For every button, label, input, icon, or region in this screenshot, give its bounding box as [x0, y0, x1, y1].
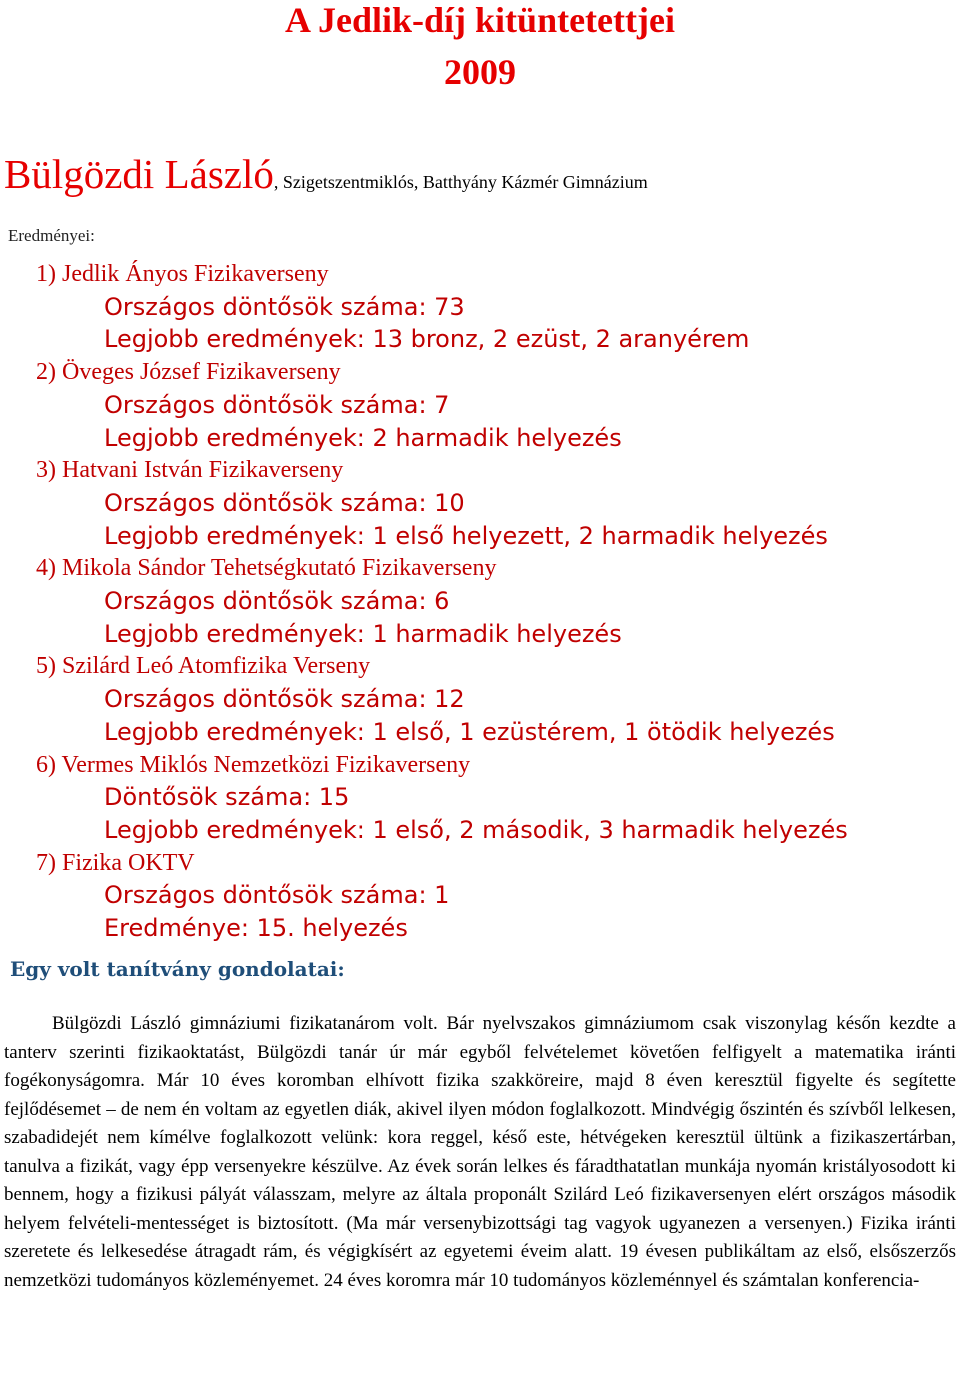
competition-detail: Legjobb eredmények: 1 első helyezett, 2 harmadik helyezés — [104, 521, 828, 550]
competition-title: 3) Hatvani István Fizikaverseny — [36, 457, 344, 484]
competition-detail: Legjobb eredmények: 13 bronz, 2 ezüst, 2 aranyérem — [104, 325, 750, 354]
laureate-name: Bülgözdi László — [4, 151, 274, 197]
page-title: A Jedlik-díj kitüntetettjei — [285, 0, 675, 40]
competition-detail: Legjobb eredmények: 1 első, 2 második, 3 harmadik helyezés — [104, 815, 848, 844]
competition-detail: Országos döntősök száma: 12 — [104, 685, 465, 714]
competition-title: 4) Mikola Sándor Tehetségkutató Fizikaverseny — [36, 555, 497, 582]
competition-detail: Legjobb eredmények: 2 harmadik helyezés — [104, 423, 622, 452]
laureate-school: , Szigetszentmiklós, Batthyány Kázmér Gimnázium — [273, 172, 648, 192]
competition-detail: Országos döntősök száma: 10 — [104, 488, 465, 517]
laureate-line — [4, 150, 648, 208]
competition-detail: Eredménye: 15. helyezés — [104, 914, 408, 943]
results-list — [36, 258, 848, 945]
competition-detail: Döntősök száma: 15 — [104, 783, 350, 812]
competition-detail: Országos döntősök száma: 73 — [104, 292, 465, 321]
competition-detail: Országos döntősök száma: 1 — [104, 881, 450, 910]
testimony-paragraph: Bülgözdi László gimnáziumi fizikatanárom volt. Bár nyelvszakos gimnáziumom csak viszonylag későn kezdte a tanterv szerinti fizikaoktatást, Bülgözdi tanár úr már egyből felvételemet követően felfigyelt a matematika iránti fogékonyságomra. Már 10 éves koromban elhívott fizika szakköreire, majd 8 éven keresztül figyelte és segítette fejlődésemet – de nem én voltam az egyetlen diák, akivel ilyen módon foglalkozott. Mindvégig őszintén és szívből lelkesen, szabadidejét nem kímélve foglalkozott velünk: kora reggel, késő este, hétvégeken keresztül ültünk a fizikaszertárban, tanulva a fizikát, vagy épp versenyekre készülve. Az évek során lelkes és fáradthatatlan munkája nyomán kristályosodott ki bennem, hogy a fizikusi pályát válasszam, melyre az általa proponált Szilárd Leó fizikaversenyen elért országos második helyem felvételi-mentességet is biztosított. (Ma már versenybizottsági tag vagyok ugyanezen a versenyen.) Fizika iránti szeretete és lelkesedése átragadt rám, és végigkísért az egyetemi éveim alatt. 19 évesen publikáltam az első, elsőszerzős nemzetközi tudományos közleményemet. 24 éves koromra már 10 tudományos közleménnyel és számtalan konferencia- — [4, 1013, 956, 1291]
competition-detail: Legjobb eredmények: 1 első, 1 ezüstérem, 1 ötödik helyezés — [104, 717, 835, 746]
competition-title: 5) Szilárd Leó Atomfizika Verseny — [36, 653, 371, 680]
competition-title: 6) Vermes Miklós Nemzetközi Fizikaverseny — [36, 751, 471, 778]
award-year: 2009 — [444, 52, 516, 92]
thoughts-heading: Egy volt tanítvány gondolatai: — [10, 957, 345, 981]
competition-title: 7) Fizika OKTV — [36, 849, 195, 876]
competition-detail: Országos döntősök száma: 6 — [104, 587, 450, 616]
results-label: Eredményei: — [8, 226, 95, 245]
competition-title: 1) Jedlik Ányos Fizikaverseny — [36, 261, 329, 287]
competition-detail: Országos döntősök száma: 7 — [104, 390, 450, 419]
competition-title: 2) Öveges József Fizikaverseny — [36, 359, 341, 386]
competition-detail: Legjobb eredmények: 1 harmadik helyezés — [104, 619, 622, 648]
